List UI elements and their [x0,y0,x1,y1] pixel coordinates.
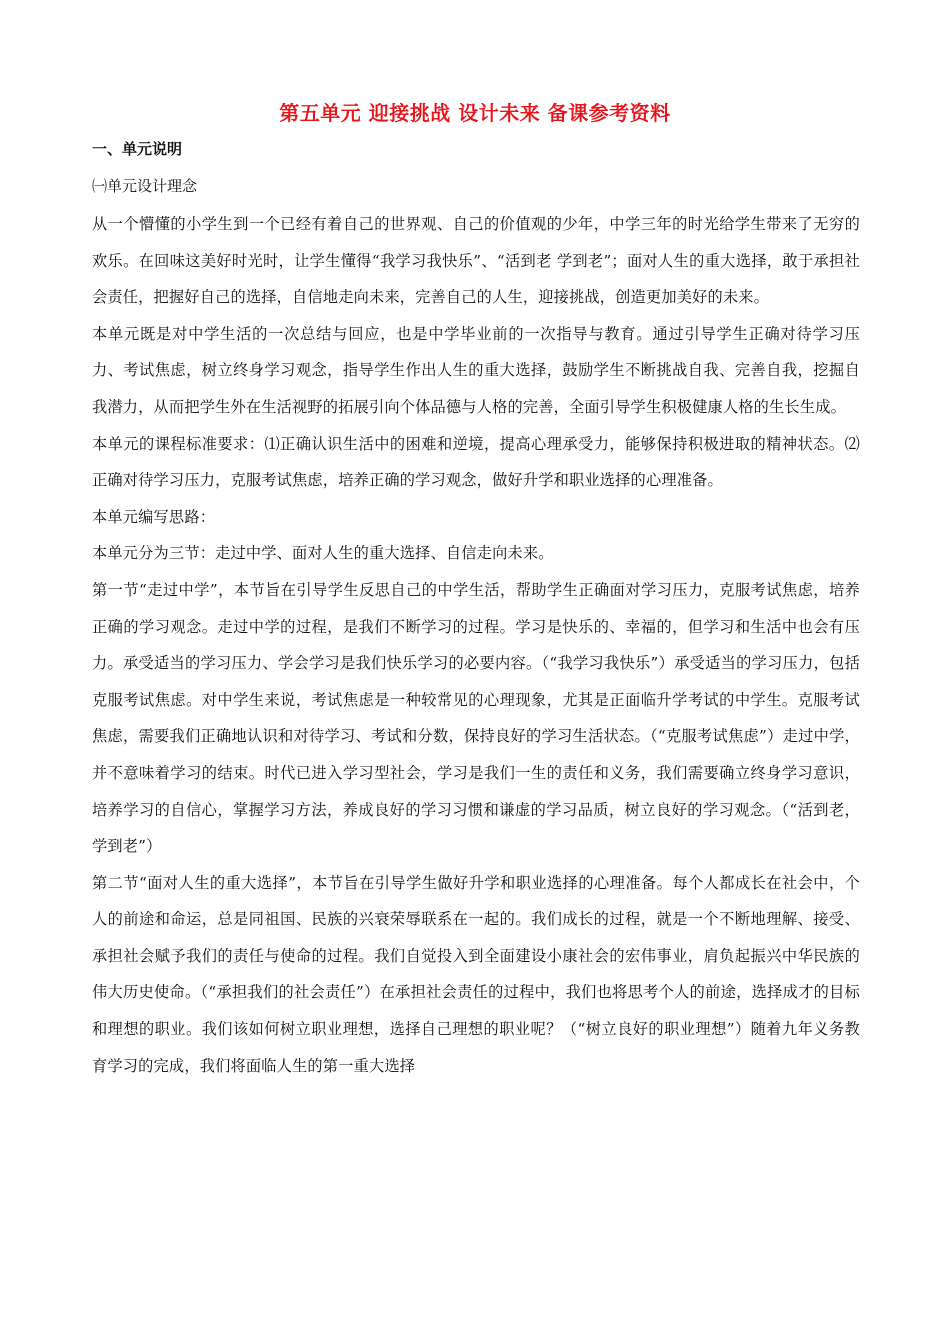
paragraph-curriculum-standard: 本单元的课程标准要求：⑴正确认识生活中的困难和逆境，提高心理承受力，能够保持积极进取的精神状态。⑵正确对待学习压力，克服考试焦虑，培养正确的学习观念，做好升学和职业选择的心理准备。 [92,434,860,490]
subsection-heading: ㈠单元设计理念 [92,177,198,195]
document-body [92,206,860,1084]
document-title: 第五单元 迎接挑战 设计未来 备课参考资料 [279,101,671,125]
section-heading: 一、单元说明 [92,140,183,158]
paragraph-intro: 从一个懵懂的小学生到一个已经有着自己的世界观、自己的价值观的少年，中学三年的时光给学生带来了无穷的欢乐。在回味这美好时光时，让学生懂得“我学习我快乐”、“活到老 学到老”；面对人生的重大选择，敢于承担社会责任，把握好自己的选择，自信地走向未来，完善自己的人生，迎接挑战，创造更加美好的未来。 [92,215,860,307]
paragraph-unit-summary: 本单元既是对中学生活的一次总结与回应，也是中学毕业前的一次指导与教育。通过引导学生正确对待学习压力、考试焦虑，树立终身学习观念，指导学生作出人生的重大选择，鼓励学生不断挑战自我、完善自我，挖掘自我潜力，从而把学生外在生活视野的拓展引向个体品德与人格的完善，全面引导学生积极健康人格的生长生成。 [92,324,860,416]
paragraph-section-two: 第二节“面对人生的重大选择”，本节旨在引导学生做好升学和职业选择的心理准备。每个人都成长在社会中，个人的前途和命运，总是同祖国、民族的兴衰荣辱联系在一起的。我们成长的过程，就是一个不断地理解、接受、承担社会赋予我们的责任与使命的过程。我们自觉投入到全面建设小康社会的宏伟事业，肩负起振兴中华民族的伟大历史使命。（“承担我们的社会责任”）在承担社会责任的过程中，我们也将思考个人的前途，选择成才的目标和理想的职业。我们该如何树立职业理想，选择自己理想的职业呢？（“树立良好的职业理想”）随着九年义务教育学习的完成，我们将面临人生的第一重大选择 [92,873,860,1075]
paragraph-three-sections: 本单元分为三节：走过中学、面对人生的重大选择、自信走向未来。 [92,544,554,563]
paragraph-writing-idea-label: 本单元编写思路： [92,507,216,526]
paragraph-section-one: 第一节“走过中学”，本节旨在引导学生反思自己的中学生活，帮助学生正确面对学习压力，克服考试焦虑，培养正确的学习观念。走过中学的过程，是我们不断学习的过程。学习是快乐的、幸福的，但学习和生活中也会有压力。承受适当的学习压力、学会学习是我们快乐学习的必要内容。（“我学习我快乐”）承受适当的学习压力，包括克服考试焦虑。对中学生来说，考试焦虑是一种较常见的心理现象，尤其是正面临升学考试的中学生。克服考试焦虑，需要我们正确地认识和对待学习、考试和分数，保持良好的学习生活状态。（“克服考试焦虑”）走过中学，并不意味着学习的结束。时代已进入学习型社会，学习是我们一生的责任和义务，我们需要确立终身学习意识，培养学习的自信心，掌握学习方法，养成良好的学习习惯和谦虚的学习品质，树立良好的学习观念。（“活到老，学到老”） [92,580,860,856]
